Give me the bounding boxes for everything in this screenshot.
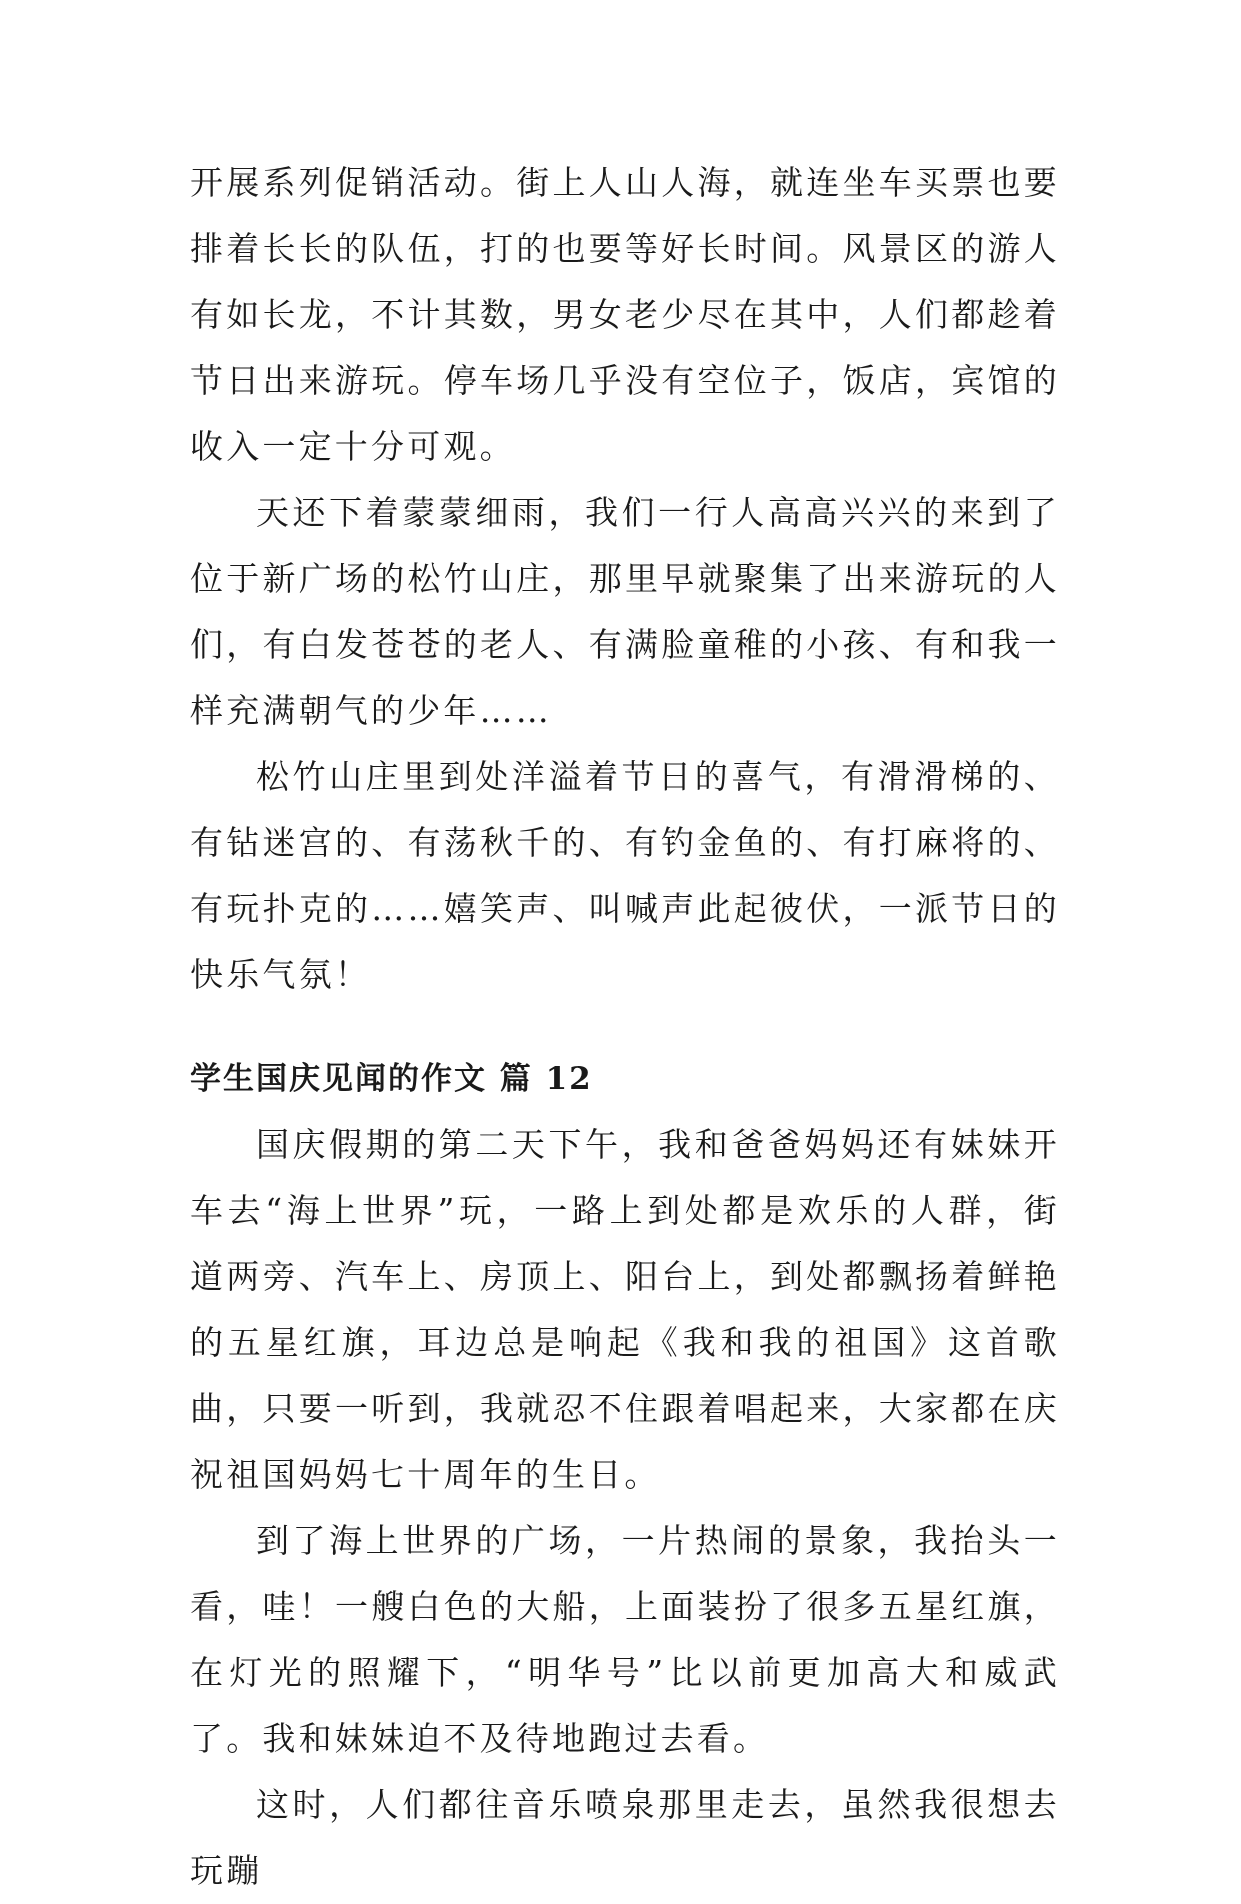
paragraph: 这时，人们都往音乐喷泉那里走去，虽然我很想去玩蹦: [190, 1785, 1060, 1890]
paragraph: 开展系列促销活动。街上人山人海，就连坐车买票也要排着长长的队伍，打的也要等好长时间。风景区的游人有如长龙，不计其数，男女老少尽在其中，人们都趁着节日出来游玩。停车场几乎没有空位子，饭店，宾馆的收入一定十分可观。: [190, 163, 1060, 466]
paragraph: 国庆假期的第二天下午，我和爸爸妈妈还有妹妹开车去“海上世界”玩，一路上到处都是欢乐的人群，街道两旁、汽车上、房顶上、阳台上，到处都飘扬着鲜艳的五星红旗，耳边总是响起《我和我的祖国》这首歌曲，只要一听到，我就忍不住跟着唱起来，大家都在庆祝祖国妈妈七十周年的生日。: [190, 1125, 1060, 1494]
document-page: [190, 150, 1060, 1904]
paragraph: 到了海上世界的广场，一片热闹的景象，我抬头一看，哇！一艘白色的大船，上面装扮了很多五星红旗，在灯光的照耀下，“明华号”比以前更加高大和威武了。我和妹妹迫不及待地跑过去看。: [190, 1521, 1060, 1758]
section-title: 学生国庆见闻的作文 篇 12: [190, 1061, 593, 1097]
paragraph: 天还下着蒙蒙细雨，我们一行人高高兴兴的来到了位于新广场的松竹山庄，那里早就聚集了出来游玩的人们，有白发苍苍的老人、有满脸童稚的小孩、有和我一样充满朝气的少年……: [190, 493, 1060, 730]
paragraph: 松竹山庄里到处洋溢着节日的喜气，有滑滑梯的、有钻迷宫的、有荡秋千的、有钓金鱼的、有打麻将的、有玩扑克的……嬉笑声、叫喊声此起彼伏，一派节日的快乐气氛！: [190, 757, 1060, 994]
